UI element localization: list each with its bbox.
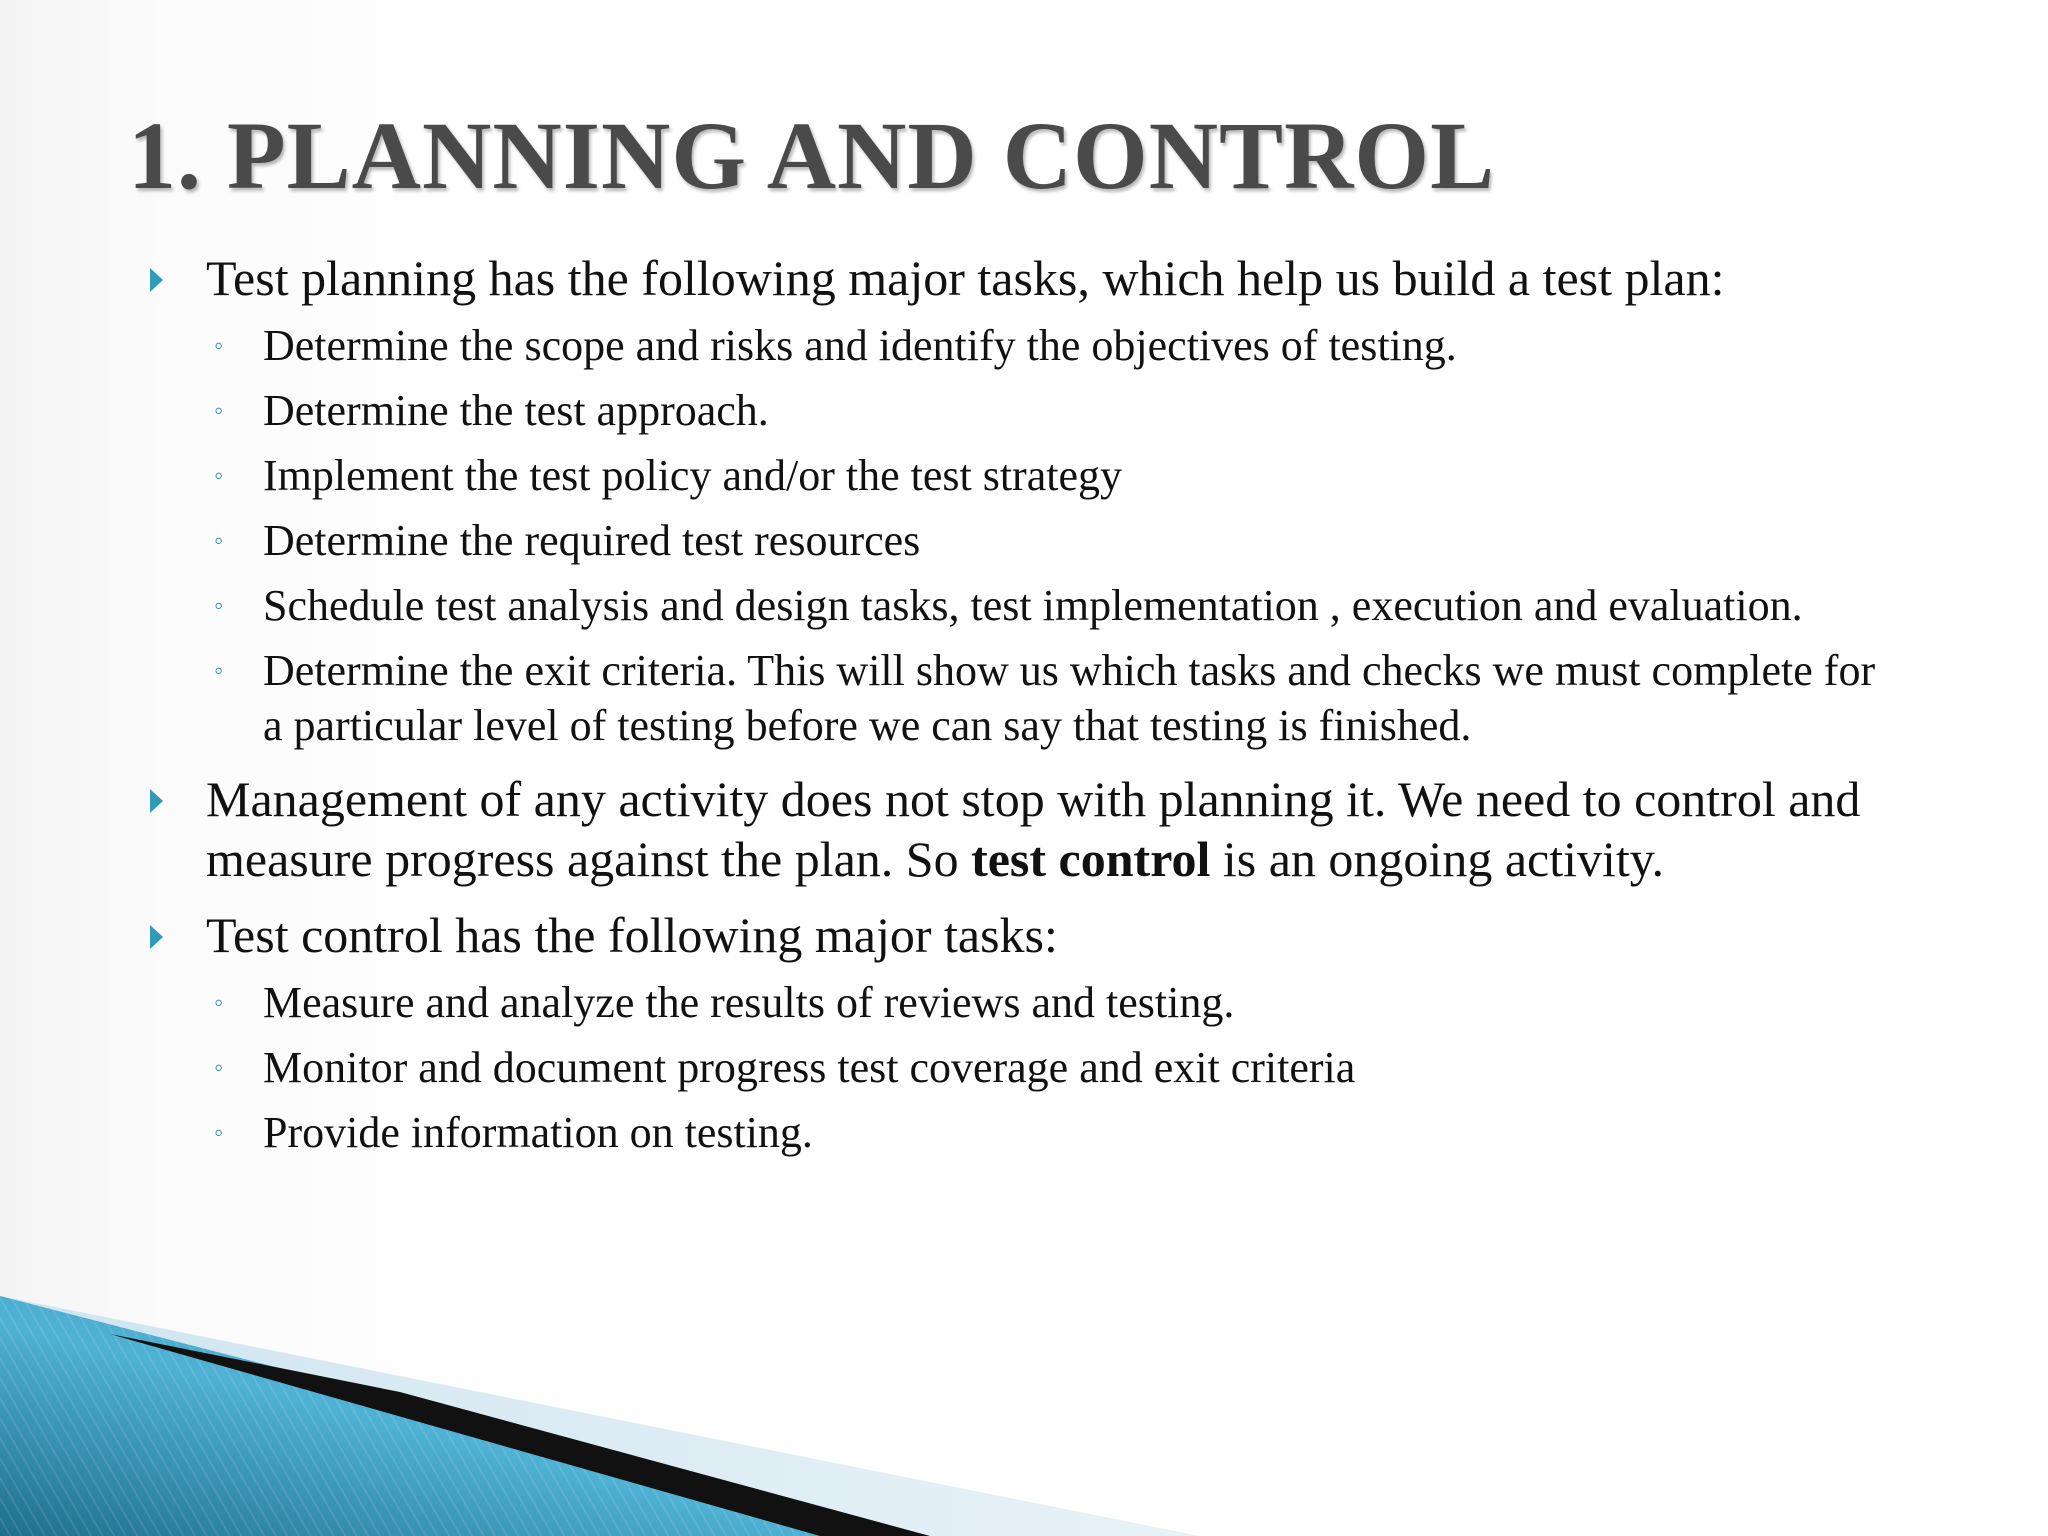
triangle-right-icon [150, 925, 163, 949]
circle-outline-icon: ◦ [214, 1118, 224, 1147]
subitem [148, 578, 1888, 633]
triangle-right-icon [150, 789, 163, 813]
subitem-text: Determine the scope and risks and identify the objectives of testing. [263, 321, 1457, 370]
subitem [148, 448, 1888, 503]
circle-outline-icon: ◦ [214, 656, 224, 685]
subitem-text: Determine the required test resources [263, 516, 921, 565]
bullet-text: Test control has the following major tasks: [206, 907, 1058, 963]
bullet-management [148, 769, 1888, 889]
bullet-bold-term: test control [971, 831, 1211, 887]
bullet-text-part: Management of any activity does not stop with planning it. We need to control and measure progress against the plan. So [206, 771, 1861, 887]
subitem [148, 1105, 1888, 1160]
circle-outline-icon: ◦ [214, 988, 224, 1017]
circle-outline-icon: ◦ [214, 591, 224, 620]
subitem-text: Provide information on testing. [263, 1108, 813, 1157]
subitem-text: Determine the exit criteria. This will show us which tasks and checks we must complete for a particular level of testing before we can say that testing is finished. [263, 646, 1876, 750]
subitem [148, 513, 1888, 568]
circle-outline-icon: ◦ [214, 461, 224, 490]
subitem-text: Implement the test policy and/or the test strategy [263, 451, 1122, 500]
circle-outline-icon: ◦ [214, 331, 224, 360]
subitem [148, 1040, 1888, 1095]
subitem [148, 318, 1888, 373]
subitem-text: Measure and analyze the results of reviews and testing. [263, 978, 1235, 1027]
circle-outline-icon: ◦ [214, 526, 224, 555]
subitem-text: Schedule test analysis and design tasks, test implementation , execution and evaluation. [263, 581, 1803, 630]
subitem [148, 643, 1888, 753]
subitem [148, 975, 1888, 1030]
bullet-test-control [148, 905, 1888, 965]
subitem-text: Determine the test approach. [263, 386, 769, 435]
subitem-text: Monitor and document progress test coverage and exit criteria [263, 1043, 1356, 1092]
triangle-right-icon [150, 268, 163, 292]
circle-outline-icon: ◦ [214, 1053, 224, 1082]
slide-title: 1. PLANNING AND CONTROL [128, 102, 1496, 209]
bullet-test-planning [148, 248, 1888, 308]
bullet-text: Test planning has the following major tasks, which help us build a test plan: [206, 250, 1725, 306]
slide-content [148, 248, 1888, 1160]
circle-outline-icon: ◦ [214, 396, 224, 425]
bullet-text-part: is an ongoing activity. [1210, 831, 1665, 887]
subitem [148, 383, 1888, 438]
